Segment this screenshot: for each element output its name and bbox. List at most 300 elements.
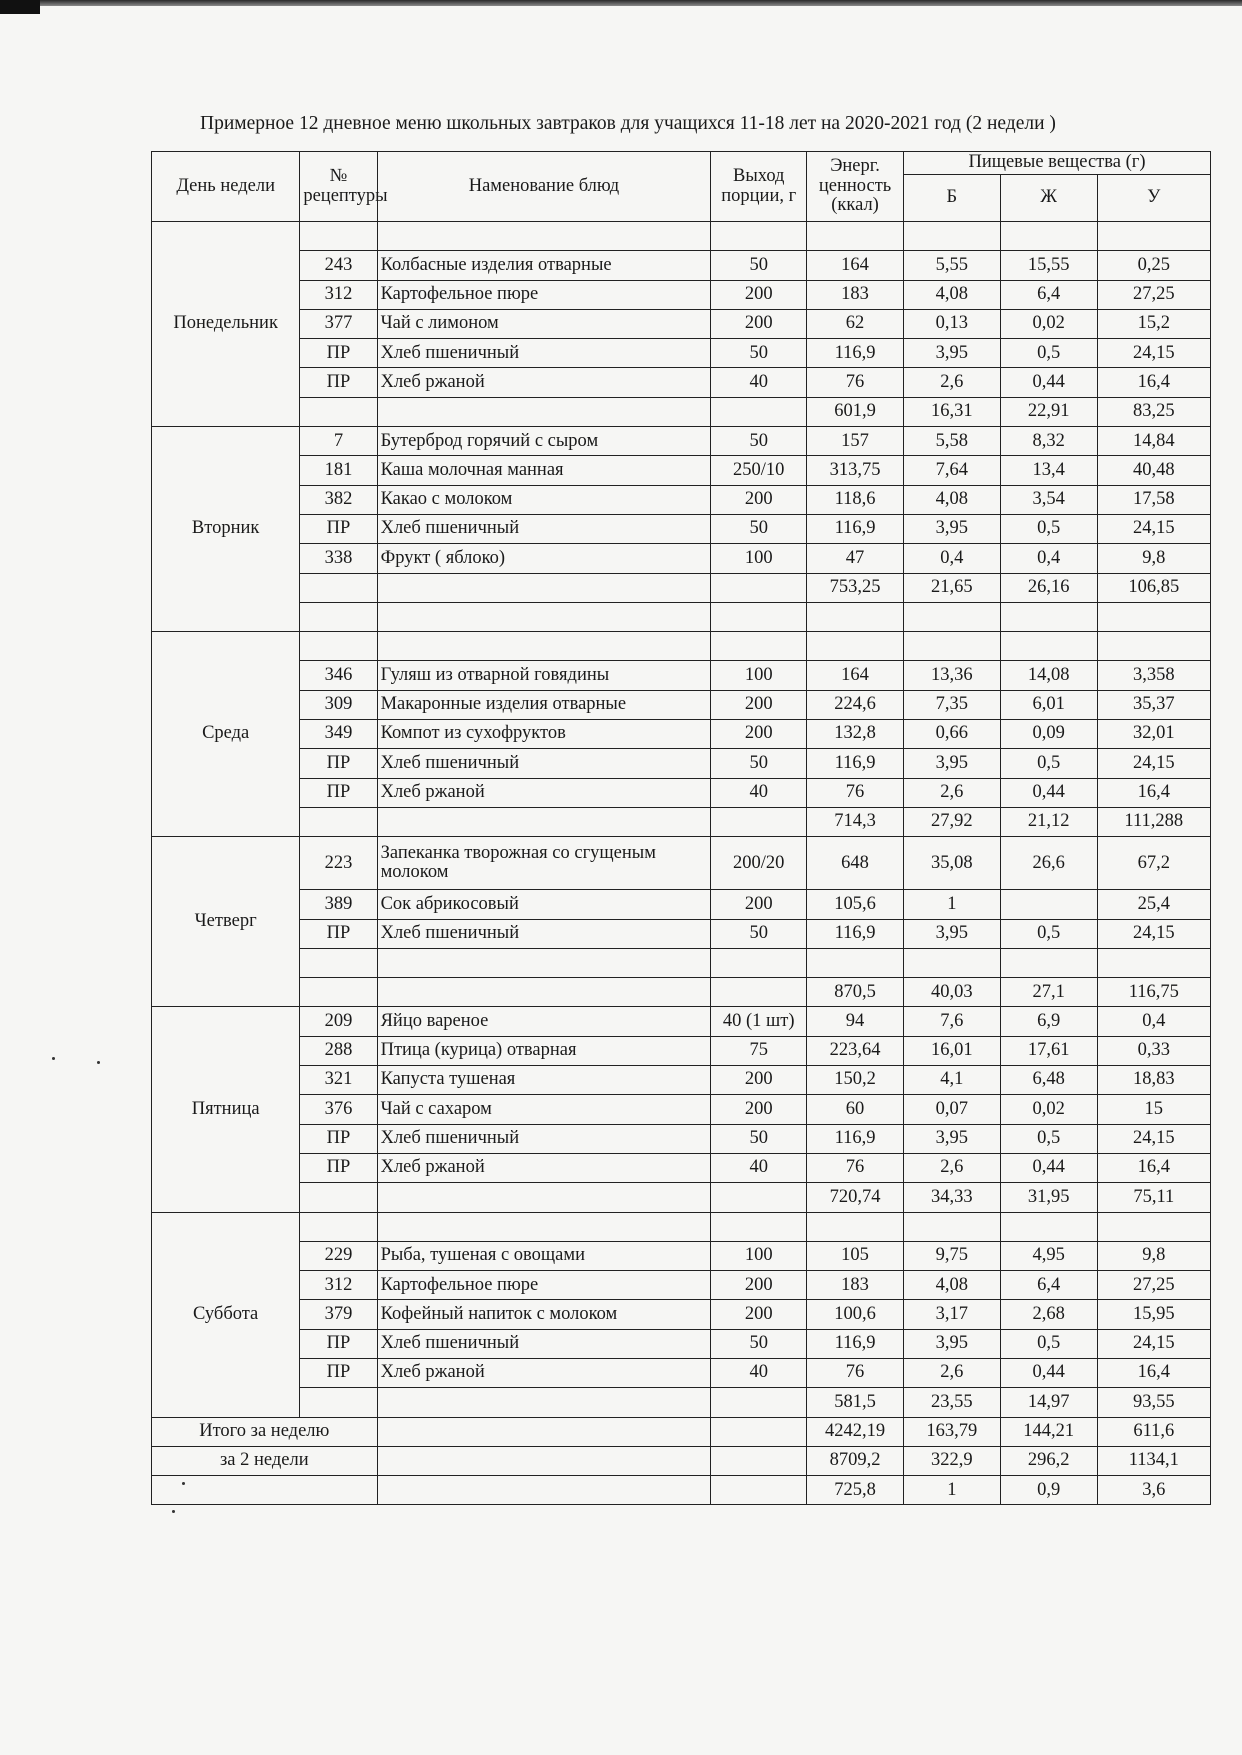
protein: 7,64 [903,456,1000,485]
header-day: День недели [152,152,300,222]
blank-row [152,1212,1211,1241]
empty-cell [807,632,904,661]
fat: 26,6 [1000,837,1097,890]
portion: 250/10 [711,456,807,485]
carbs: 24,15 [1097,514,1210,543]
recipe-number: 338 [300,544,377,573]
energy: 164 [807,251,904,280]
carbs: 14,84 [1097,427,1210,456]
day-total-row [152,397,1211,426]
recipe-number: 223 [300,837,377,890]
recipe-number: 312 [300,280,377,309]
empty-cell [1000,1212,1097,1241]
day-total-row [152,573,1211,602]
protein: 1 [903,890,1000,919]
portion: 50 [711,919,807,948]
dish-name: Хлеб пшеничный [377,919,711,948]
summary-label: Итого за неделю [152,1417,378,1446]
protein-sum: 163,79 [903,1417,1000,1446]
recipe-number: ПР [300,778,377,807]
recipe-number: 312 [300,1271,377,1300]
fat-total: 31,95 [1000,1183,1097,1212]
empty-cell [711,978,807,1007]
empty-cell [377,602,711,631]
carbs: 40,48 [1097,456,1210,485]
dish-name: Птица (курица) отварная [377,1036,711,1065]
empty-cell [1097,1212,1210,1241]
energy-sum: 725,8 [807,1476,904,1505]
carbs: 25,4 [1097,890,1210,919]
protein: 7,35 [903,690,1000,719]
portion: 40 (1 шт) [711,1007,807,1036]
portion: 200/20 [711,837,807,890]
table-row [152,339,1211,368]
protein-total: 34,33 [903,1183,1000,1212]
dish-name: Рыба, тушеная с овощами [377,1241,711,1270]
energy: 76 [807,1153,904,1182]
blank-row [152,222,1211,251]
dish-name: Фрукт ( яблоко) [377,544,711,573]
summary-row [152,1476,1211,1505]
portion: 200 [711,890,807,919]
carbs-total: 116,75 [1097,978,1210,1007]
recipe-number: ПР [300,1124,377,1153]
carbs-total: 83,25 [1097,397,1210,426]
fat-sum: 296,2 [1000,1446,1097,1475]
empty-cell [1000,632,1097,661]
carbs: 16,4 [1097,778,1210,807]
portion: 200 [711,309,807,338]
empty-cell [300,1388,377,1417]
table-row [152,427,1211,456]
dish-name: Чай с лимоном [377,309,711,338]
header-nutrients: Пищевые вещества (г) [903,152,1210,175]
dish-name: Гуляш из отварной говядины [377,661,711,690]
table-row [152,1241,1211,1270]
energy: 76 [807,1358,904,1387]
scan-corner-mark [0,0,40,14]
table-row [152,1358,1211,1387]
carbs-total: 75,11 [1097,1183,1210,1212]
energy: 105,6 [807,890,904,919]
recipe-number: 229 [300,1241,377,1270]
carbs: 0,4 [1097,1007,1210,1036]
header-recipe: № рецептуры [300,152,377,222]
recipe-number: 321 [300,1066,377,1095]
empty-cell [1097,602,1210,631]
recipe-number: ПР [300,1329,377,1358]
table-row [152,456,1211,485]
summary-row [152,1446,1211,1475]
fat: 6,9 [1000,1007,1097,1036]
table-row [152,778,1211,807]
energy: 223,64 [807,1036,904,1065]
portion: 200 [711,1066,807,1095]
empty-cell [711,1183,807,1212]
table-row [152,1095,1211,1124]
carbs: 9,8 [1097,1241,1210,1270]
recipe-number: ПР [300,1153,377,1182]
day-name: Суббота [152,1212,300,1417]
protein: 0,4 [903,544,1000,573]
empty-cell [377,948,711,977]
protein: 0,13 [903,309,1000,338]
fat: 0,5 [1000,1329,1097,1358]
protein: 3,95 [903,919,1000,948]
day-name: Среда [152,632,300,837]
energy: 313,75 [807,456,904,485]
empty-cell [807,948,904,977]
table-row [152,1329,1211,1358]
recipe-number: ПР [300,514,377,543]
dish-name: Хлеб пшеничный [377,1124,711,1153]
table-row [152,1153,1211,1182]
carbs: 16,4 [1097,1153,1210,1182]
header-dish: Наменование блюд [377,152,711,222]
fat: 6,01 [1000,690,1097,719]
carbs: 15 [1097,1095,1210,1124]
protein: 4,08 [903,280,1000,309]
energy: 60 [807,1095,904,1124]
carbs: 18,83 [1097,1066,1210,1095]
scan-speck [182,1482,185,1485]
document-title: Примерное 12 дневное меню школьных завтраков для учащихся 11-18 лет на 2020-2021 год (2 недели ) [200,113,1056,134]
empty-cell [377,222,711,251]
recipe-number: ПР [300,339,377,368]
day-name: Четверг [152,837,300,1007]
empty-cell [300,632,377,661]
portion: 100 [711,1241,807,1270]
fat: 0,4 [1000,544,1097,573]
portion: 50 [711,427,807,456]
fat: 14,08 [1000,661,1097,690]
dish-name: Картофельное пюре [377,1271,711,1300]
portion: 40 [711,778,807,807]
empty-cell [903,632,1000,661]
summary-row [152,1417,1211,1446]
empty-cell [377,1417,711,1446]
protein: 35,08 [903,837,1000,890]
empty-cell [1097,948,1210,977]
empty-cell [903,602,1000,631]
fat: 6,4 [1000,280,1097,309]
protein-total: 16,31 [903,397,1000,426]
protein: 9,75 [903,1241,1000,1270]
fat-sum: 0,9 [1000,1476,1097,1505]
fat: 0,09 [1000,720,1097,749]
empty-cell [711,602,807,631]
fat: 0,44 [1000,368,1097,397]
empty-cell [711,1417,807,1446]
dish-name: Кофейный напиток с молоком [377,1300,711,1329]
energy: 116,9 [807,1124,904,1153]
portion: 40 [711,1153,807,1182]
energy: 100,6 [807,1300,904,1329]
protein: 0,07 [903,1095,1000,1124]
empty-cell [377,978,711,1007]
protein: 16,01 [903,1036,1000,1065]
scan-speck [97,1061,100,1064]
energy-total: 581,5 [807,1388,904,1417]
empty-cell [300,222,377,251]
empty-cell [300,602,377,631]
energy: 62 [807,309,904,338]
empty-cell [377,1446,711,1475]
dish-name: Капуста тушеная [377,1066,711,1095]
portion: 50 [711,514,807,543]
day-total-row [152,807,1211,836]
protein-total: 21,65 [903,573,1000,602]
energy: 47 [807,544,904,573]
energy: 116,9 [807,1329,904,1358]
protein: 5,58 [903,427,1000,456]
dish-name: Хлеб пшеничный [377,514,711,543]
recipe-number: 309 [300,690,377,719]
protein: 4,08 [903,1271,1000,1300]
dish-name: Какао с молоком [377,485,711,514]
table-body [152,222,1211,1505]
fat: 17,61 [1000,1036,1097,1065]
dish-name: Хлеб ржаной [377,778,711,807]
protein-total: 23,55 [903,1388,1000,1417]
table-row [152,1300,1211,1329]
fat-total: 14,97 [1000,1388,1097,1417]
table-row [152,1271,1211,1300]
recipe-number: 288 [300,1036,377,1065]
table-row [152,1007,1211,1036]
fat-total: 26,16 [1000,573,1097,602]
carbs: 32,01 [1097,720,1210,749]
empty-cell [711,632,807,661]
table-row [152,720,1211,749]
empty-cell [903,948,1000,977]
empty-cell [711,1388,807,1417]
portion: 50 [711,749,807,778]
fat: 0,5 [1000,1124,1097,1153]
portion: 50 [711,339,807,368]
carbs: 0,25 [1097,251,1210,280]
energy-total: 870,5 [807,978,904,1007]
empty-cell [377,1388,711,1417]
fat: 0,5 [1000,749,1097,778]
recipe-number: 346 [300,661,377,690]
fat: 15,55 [1000,251,1097,280]
fat: 0,5 [1000,514,1097,543]
dish-name: Картофельное пюре [377,280,711,309]
empty-cell [711,1212,807,1241]
recipe-number: ПР [300,749,377,778]
empty-cell [300,1212,377,1241]
recipe-number: ПР [300,1358,377,1387]
portion: 200 [711,690,807,719]
energy-total: 601,9 [807,397,904,426]
table-row [152,1066,1211,1095]
empty-cell [711,1476,807,1505]
table-row [152,661,1211,690]
protein: 3,95 [903,514,1000,543]
carbs: 27,25 [1097,280,1210,309]
energy: 118,6 [807,485,904,514]
protein: 2,6 [903,368,1000,397]
fat: 13,4 [1000,456,1097,485]
empty-cell [807,1212,904,1241]
header-fat: Ж [1000,175,1097,222]
recipe-number: ПР [300,919,377,948]
energy: 76 [807,368,904,397]
dish-name: Хлеб пшеничный [377,1329,711,1358]
empty-cell [377,1476,711,1505]
fat: 0,5 [1000,919,1097,948]
protein: 7,6 [903,1007,1000,1036]
carbs-total: 111,288 [1097,807,1210,836]
recipe-number: 379 [300,1300,377,1329]
empty-cell [1000,222,1097,251]
energy: 224,6 [807,690,904,719]
protein: 2,6 [903,1358,1000,1387]
header-portion: Выход порции, г [711,152,807,222]
blank-row [152,602,1211,631]
empty-cell [377,1212,711,1241]
dish-name: Чай с сахаром [377,1095,711,1124]
empty-cell [377,573,711,602]
energy-sum: 4242,19 [807,1417,904,1446]
energy: 150,2 [807,1066,904,1095]
dish-name: Хлеб ржаной [377,1153,711,1182]
empty-cell [903,1212,1000,1241]
fat: 0,5 [1000,339,1097,368]
scan-top-edge [0,0,1242,6]
empty-cell [711,222,807,251]
table-row [152,309,1211,338]
empty-cell [903,222,1000,251]
portion: 50 [711,251,807,280]
energy: 183 [807,280,904,309]
carbs: 24,15 [1097,1329,1210,1358]
energy-sum: 8709,2 [807,1446,904,1475]
dish-name: Сок абрикосовый [377,890,711,919]
recipe-number: 389 [300,890,377,919]
recipe-number: 7 [300,427,377,456]
dish-name: Колбасные изделия отварные [377,251,711,280]
fat-sum: 144,21 [1000,1417,1097,1446]
dish-name: Хлеб пшеничный [377,339,711,368]
blank-row [152,632,1211,661]
fat: 0,02 [1000,309,1097,338]
recipe-number: 382 [300,485,377,514]
empty-cell [300,397,377,426]
portion: 200 [711,720,807,749]
header-carbs: У [1097,175,1210,222]
protein: 4,1 [903,1066,1000,1095]
carbs-sum: 611,6 [1097,1417,1210,1446]
protein: 4,08 [903,485,1000,514]
recipe-number: 376 [300,1095,377,1124]
carbs: 24,15 [1097,749,1210,778]
recipe-number: 243 [300,251,377,280]
empty-cell [807,602,904,631]
carbs: 24,15 [1097,339,1210,368]
table-row [152,485,1211,514]
day-total-row [152,1388,1211,1417]
fat: 0,44 [1000,778,1097,807]
empty-cell [807,222,904,251]
recipe-number: 181 [300,456,377,485]
summary-label: за 2 недели [152,1446,378,1475]
scan-speck [172,1510,175,1513]
dish-name: Запеканка творожная со сгущеным молоком [377,837,711,890]
energy: 116,9 [807,514,904,543]
table-row [152,544,1211,573]
table-row [152,251,1211,280]
table-row [152,890,1211,919]
header-protein: Б [903,175,1000,222]
portion: 50 [711,1124,807,1153]
portion: 200 [711,280,807,309]
fat: 3,54 [1000,485,1097,514]
protein: 13,36 [903,661,1000,690]
day-name: Понедельник [152,222,300,427]
energy: 132,8 [807,720,904,749]
empty-cell [1097,222,1210,251]
energy: 116,9 [807,749,904,778]
carbs: 27,25 [1097,1271,1210,1300]
empty-cell [377,1183,711,1212]
dish-name: Компот из сухофруктов [377,720,711,749]
empty-cell [377,807,711,836]
empty-cell [377,397,711,426]
table-row [152,1036,1211,1065]
energy: 648 [807,837,904,890]
protein-total: 40,03 [903,978,1000,1007]
energy: 105 [807,1241,904,1270]
protein: 5,55 [903,251,1000,280]
fat-total: 21,12 [1000,807,1097,836]
carbs: 35,37 [1097,690,1210,719]
energy: 157 [807,427,904,456]
empty-cell [300,1183,377,1212]
empty-cell [300,978,377,1007]
protein-sum: 322,9 [903,1446,1000,1475]
empty-cell [1097,632,1210,661]
blank-row [152,948,1211,977]
dish-name: Каша молочная манная [377,456,711,485]
dish-name: Яйцо вареное [377,1007,711,1036]
protein: 3,95 [903,1124,1000,1153]
carbs: 3,358 [1097,661,1210,690]
carbs: 15,2 [1097,309,1210,338]
carbs-total: 93,55 [1097,1388,1210,1417]
empty-cell [711,1446,807,1475]
protein: 2,6 [903,778,1000,807]
energy-total: 720,74 [807,1183,904,1212]
carbs-sum: 1134,1 [1097,1446,1210,1475]
energy: 116,9 [807,339,904,368]
recipe-number: 377 [300,309,377,338]
carbs: 9,8 [1097,544,1210,573]
protein-sum: 1 [903,1476,1000,1505]
fat: 2,68 [1000,1300,1097,1329]
empty-cell [300,573,377,602]
recipe-number: ПР [300,368,377,397]
protein: 3,95 [903,749,1000,778]
carbs: 16,4 [1097,368,1210,397]
empty-cell [711,807,807,836]
protein-total: 27,92 [903,807,1000,836]
table-row [152,919,1211,948]
empty-cell [300,807,377,836]
table-header [152,152,1211,222]
fat: 4,95 [1000,1241,1097,1270]
